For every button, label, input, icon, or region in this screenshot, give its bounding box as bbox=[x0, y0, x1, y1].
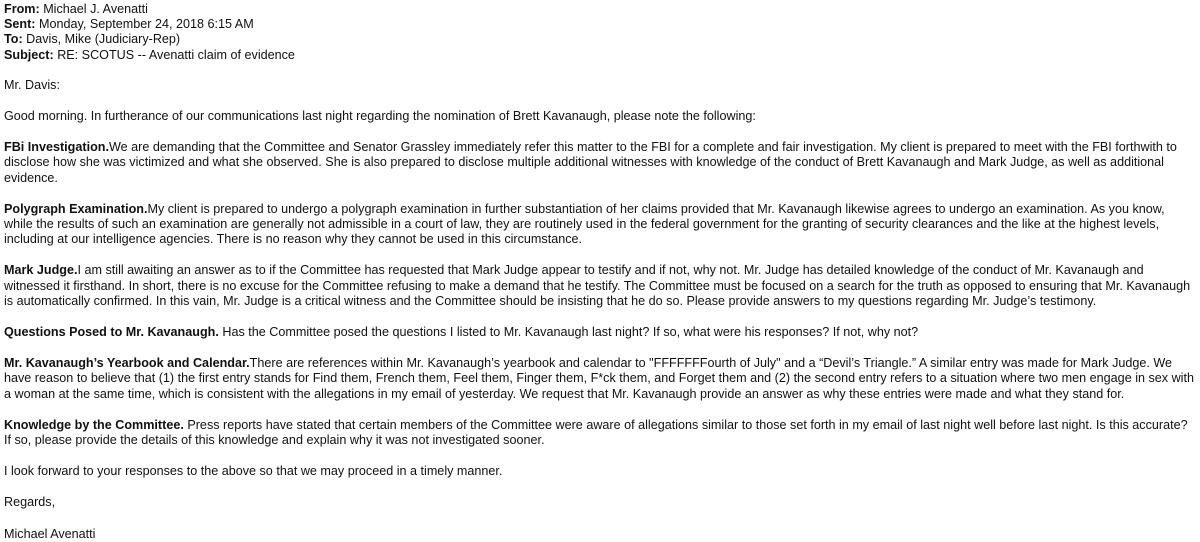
questions-heading: Questions Posed to Mr. Kavanaugh. bbox=[4, 325, 219, 340]
yearbook-heading: Mr. Kavanaugh’s Yearbook and Calendar. bbox=[4, 356, 250, 371]
polygraph-paragraph bbox=[4, 202, 1196, 248]
knowledge-heading: Knowledge by the Committee. bbox=[4, 417, 184, 432]
subject-value: RE: SCOTUS -- Avenatti claim of evidence bbox=[57, 47, 295, 62]
mark-judge-text: I am still awaiting an answer as to if the Committee has requested that Mark Judge appear to testify and if not, why not. Mr. Judge has detailed knowledge of the conduct of Mr. Kavanaugh and witnessed it firsthand. In short, there is no excuse for the Committee refusing to make a demand that he testify. The Committee must be focused on a search for the truth as opposed to ensuring that Mr. Kavanaugh is automatically confirmed. In this vain, Mr. Judge is a critical witness and the Committee should be insisting that he do so. Please provide answers to my questions regarding Mr. Judge’s testimony. bbox=[4, 263, 1191, 308]
sent-label: Sent: bbox=[4, 17, 36, 32]
to-label: To: bbox=[4, 32, 23, 47]
fbi-text: We are demanding that the Committee and Senator Grassley immediately refer this matter to the FBI for a complete and fair investigation. My client is prepared to meet with the FBI forthwith to disclose how she was victimized and what she observed. She is also prepared to disclose multiple additional witnesses with knowledge of the conduct of Brett Kavanaugh and Mark Judge, as well as additional evidence. bbox=[4, 140, 1177, 185]
mark-judge-heading: Mark Judge. bbox=[4, 263, 78, 278]
from-value: Michael J. Avenatti bbox=[43, 2, 148, 16]
salutation: Mr. Davis: bbox=[4, 77, 60, 92]
subject-label: Subject: bbox=[4, 47, 54, 62]
sent-row bbox=[4, 17, 1196, 32]
regards-line: Regards, bbox=[4, 495, 56, 510]
knowledge-paragraph bbox=[4, 418, 1196, 448]
signature-line: Michael Avenatti bbox=[4, 526, 96, 541]
knowledge-text: Press reports have stated that certain members of the Committee were aware of allegations similar to those set forth in my email of last night well before last night. Is this accurate? If so, please provide the details of this knowledge and explain why it was not investigated sooner. bbox=[4, 417, 1188, 448]
questions-text: Has the Committee posed the questions I listed to Mr. Kavanaugh last night? If so, what were his responses? If not, why not? bbox=[218, 325, 919, 340]
email-headers bbox=[4, 2, 1196, 63]
to-value: Davis, Mike (Judiciary-Rep) bbox=[26, 32, 181, 47]
polygraph-text: My client is prepared to undergo a polygraph examination in further substantiation of her claims provided that Mr. Kavanaugh likewise agrees to undergo an examination. As you know, while the results of such an examination are generally not admissible in a court of law, they are routinely used in the federal government for the granting of security clearances and the like at the highest levels, including at our intelligence agencies. There is no reason why they cannot be used in this circumstance. bbox=[4, 201, 1165, 247]
from-row bbox=[4, 2, 1196, 17]
fbi-paragraph bbox=[4, 140, 1196, 186]
questions-paragraph bbox=[4, 325, 1196, 340]
to-row bbox=[4, 32, 1196, 47]
fbi-heading: FBi Investigation. bbox=[4, 140, 109, 155]
closing-paragraph: I look forward to your responses to the above so that we may proceed in a timely manner. bbox=[4, 464, 503, 479]
from-label: From: bbox=[4, 2, 40, 16]
yearbook-paragraph bbox=[4, 356, 1196, 402]
sent-value: Monday, September 24, 2018 6:15 AM bbox=[38, 17, 254, 32]
mark-judge-paragraph bbox=[4, 263, 1196, 309]
polygraph-heading: Polygraph Examination. bbox=[4, 201, 148, 216]
yearbook-text: There are references within Mr. Kavanaugh’s yearbook and calendar to "FFFFFFFourth of July" and a “Devil’s Triangle.” A similar entry was made for Mark Judge. We have reason to believe that (1) the first entry stands for Find them, French them, Feel them, Finger them, F*ck them, and Forget them and (2) the second entry refers to a situation where two men engage in sex with a woman at the same time, which is consistent with the allegations in my email of yesterday. We request that Mr. Kavanaugh provide an answer as why these entries were made and what they stand for. bbox=[4, 356, 1194, 401]
subject-row bbox=[4, 48, 1196, 63]
intro-paragraph: Good morning. In furtherance of our communications last night regarding the nomination of Brett Kavanaugh, please note the following: bbox=[4, 109, 756, 124]
